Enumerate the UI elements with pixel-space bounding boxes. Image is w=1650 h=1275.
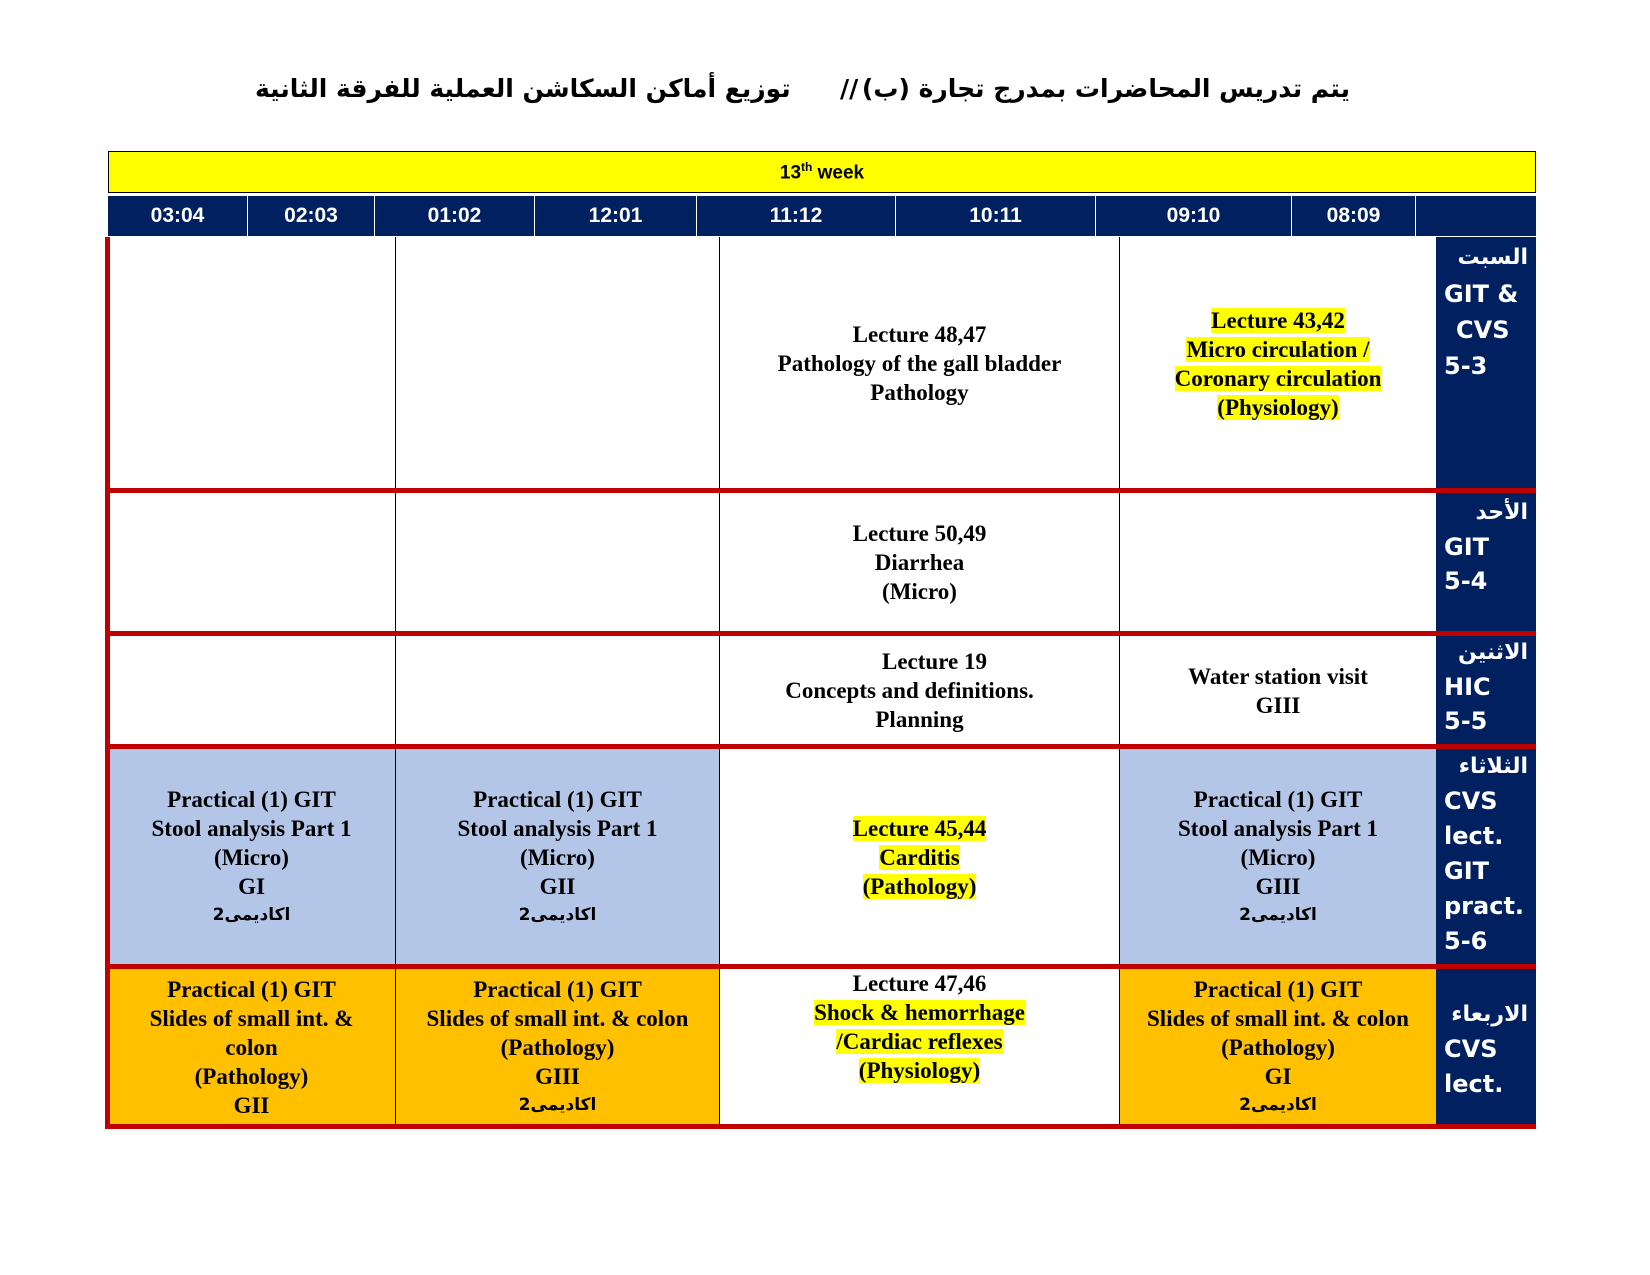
cell-line: (Micro) <box>882 578 957 604</box>
cell-line: (Pathology) <box>1221 1034 1335 1060</box>
cell-line: GII <box>233 1092 270 1118</box>
cell-line: Pathology of the gall bladder <box>777 351 1062 376</box>
lecture-hall-note: يتم تدريس المحاضرات بمدرج تجارة (ب) <box>861 74 1350 103</box>
slot-cell <box>395 237 719 490</box>
time-slot: 10:11 <box>896 196 1096 236</box>
day-line: pract. <box>1444 892 1525 920</box>
practical-cell <box>395 969 719 1125</box>
location-label: اكاديمى2 <box>212 904 291 925</box>
lecture-cell <box>719 969 1119 1125</box>
cell-line: Lecture 19 <box>882 649 987 674</box>
lecture-cell <box>719 237 1119 490</box>
lecture-cell <box>1119 237 1436 490</box>
day-line: CVS <box>1456 316 1510 344</box>
cell-line: Concepts and definitions. <box>785 678 1034 703</box>
cell-line: (Micro) <box>520 844 595 870</box>
time-slot: 03:04 <box>108 196 248 236</box>
location-label: اكاديمى2 <box>1239 1094 1317 1115</box>
week-word: week <box>817 162 865 184</box>
day-line: lect. <box>1444 1070 1504 1098</box>
cell-line: Lecture 48,47 <box>852 322 987 347</box>
cell-line: Stool analysis Part 1 <box>457 815 658 841</box>
day-line: HIC <box>1444 673 1491 701</box>
practical-cell <box>108 969 395 1125</box>
schedule-row-wednesday <box>108 969 1536 1125</box>
week-suffix: th <box>801 160 813 174</box>
cell-line: (Pathology) <box>862 873 977 899</box>
slot-cell <box>1119 493 1436 631</box>
cell-line: Carditis <box>879 844 960 870</box>
day-line: 5-6 <box>1444 927 1488 955</box>
cell-line: Slides of small int. & <box>149 1005 354 1031</box>
cell-line: Practical (1) GIT <box>1193 786 1363 812</box>
day-line: CVS <box>1444 787 1498 815</box>
cell-line: (Physiology) <box>858 1058 981 1083</box>
cell-line: (Pathology) <box>194 1063 309 1089</box>
practical-cell <box>1119 969 1436 1125</box>
time-slot: 02:03 <box>248 196 375 236</box>
day-name: السبت <box>1457 245 1528 270</box>
cell-line: Slides of small int. & colon <box>426 1005 689 1031</box>
cell-line: Practical (1) GIT <box>473 976 642 1002</box>
cell-line: (Physiology) <box>1217 394 1339 420</box>
cell-line: colon <box>225 1034 278 1060</box>
cell-line: (Pathology) <box>500 1034 615 1060</box>
table-left-border <box>105 237 110 1129</box>
slot-cell <box>108 493 395 631</box>
cell-line: Water station visit <box>1188 663 1368 689</box>
cell-line: Lecture 43,42 <box>1211 307 1345 333</box>
time-slot: 09:10 <box>1096 196 1292 236</box>
location-label: اكاديمى2 <box>518 1094 597 1115</box>
cell-line: Diarrhea <box>874 549 965 575</box>
time-slot: 11:12 <box>697 196 896 236</box>
schedule-row-tuesday <box>108 749 1536 965</box>
lecture-cell <box>719 749 1119 965</box>
time-slot-empty <box>1416 196 1536 236</box>
cell-line: Slides of small int. & colon <box>1147 1005 1409 1031</box>
cell-line: Lecture 45,44 <box>852 815 987 841</box>
cell-line: (Micro) <box>1240 844 1316 870</box>
lecture-cell <box>719 636 1119 745</box>
cell-line: (Micro) <box>214 844 289 870</box>
cell-line: Coronary circulation <box>1174 365 1382 391</box>
day-name: الاثنين <box>1458 640 1528 665</box>
slot-cell <box>108 636 395 745</box>
day-name: الثلاثاء <box>1458 754 1528 779</box>
cell-line: Shock & hemorrhage <box>814 1000 1025 1025</box>
cell-line: Practical (1) GIT <box>1193 976 1363 1002</box>
cell-line: Micro circulation / <box>1186 336 1370 362</box>
week-banner <box>108 151 1536 193</box>
slot-cell <box>108 237 395 490</box>
day-cell <box>1436 749 1536 965</box>
cell-line: GI <box>238 873 265 899</box>
location-label: اكاديمى2 <box>1239 904 1317 925</box>
cell-line: GIII <box>1255 692 1301 718</box>
cell-line: GIII <box>1255 873 1301 899</box>
cell-line: GII <box>539 873 576 899</box>
cell-line: Planning <box>875 707 964 732</box>
page-header <box>0 74 1650 114</box>
lecture-cell <box>719 493 1119 631</box>
cell-line: Stool analysis Part 1 <box>1178 815 1378 841</box>
cell-line: Pathology <box>870 380 969 405</box>
day-cell <box>1436 493 1536 631</box>
day-line: 5-5 <box>1444 707 1488 735</box>
day-line: 5-3 <box>1444 352 1488 380</box>
sections-distribution-title: توزيع أماكن السكاشن العملية للفرقة الثانية <box>255 74 791 103</box>
day-line: CVS <box>1444 1035 1498 1063</box>
day-name: الأحد <box>1475 500 1528 525</box>
visit-cell <box>1119 636 1436 745</box>
day-line: GIT & <box>1444 280 1519 308</box>
schedule-row-monday <box>108 636 1536 745</box>
cell-line: Lecture 50,49 <box>852 520 987 546</box>
cell-line: Practical (1) GIT <box>473 786 642 812</box>
day-line: lect. <box>1444 822 1504 850</box>
slot-cell <box>395 493 719 631</box>
cell-line: Practical (1) GIT <box>167 786 336 812</box>
cell-line: /Cardiac reflexes <box>836 1029 1003 1054</box>
location-label: اكاديمى2 <box>518 904 597 925</box>
day-cell <box>1436 237 1536 490</box>
schedule-row-saturday <box>108 237 1536 490</box>
row-divider <box>108 1124 1536 1129</box>
time-slot: 01:02 <box>375 196 535 236</box>
cell-line: GIII <box>535 1063 580 1089</box>
practical-cell <box>1119 749 1436 965</box>
practical-cell <box>108 749 395 965</box>
cell-line: Practical (1) GIT <box>167 976 336 1002</box>
cell-line: GI <box>1264 1063 1292 1089</box>
slot-cell <box>395 636 719 745</box>
time-header-row <box>108 196 1536 236</box>
day-cell <box>1436 636 1536 745</box>
practical-cell <box>395 749 719 965</box>
day-line: GIT <box>1444 533 1489 561</box>
day-line: GIT <box>1444 857 1489 885</box>
day-cell <box>1436 969 1536 1125</box>
week-number: 13 <box>779 162 802 184</box>
schedule-row-sunday <box>108 493 1536 631</box>
cell-line: Lecture 47,46 <box>852 971 987 996</box>
header-separator: // <box>840 74 859 103</box>
time-slot: 08:09 <box>1292 196 1416 236</box>
cell-line: Stool analysis Part 1 <box>151 815 352 841</box>
day-name: الاربعاء <box>1451 1002 1528 1027</box>
time-slot: 12:01 <box>535 196 697 236</box>
day-line: 5-4 <box>1444 567 1488 595</box>
